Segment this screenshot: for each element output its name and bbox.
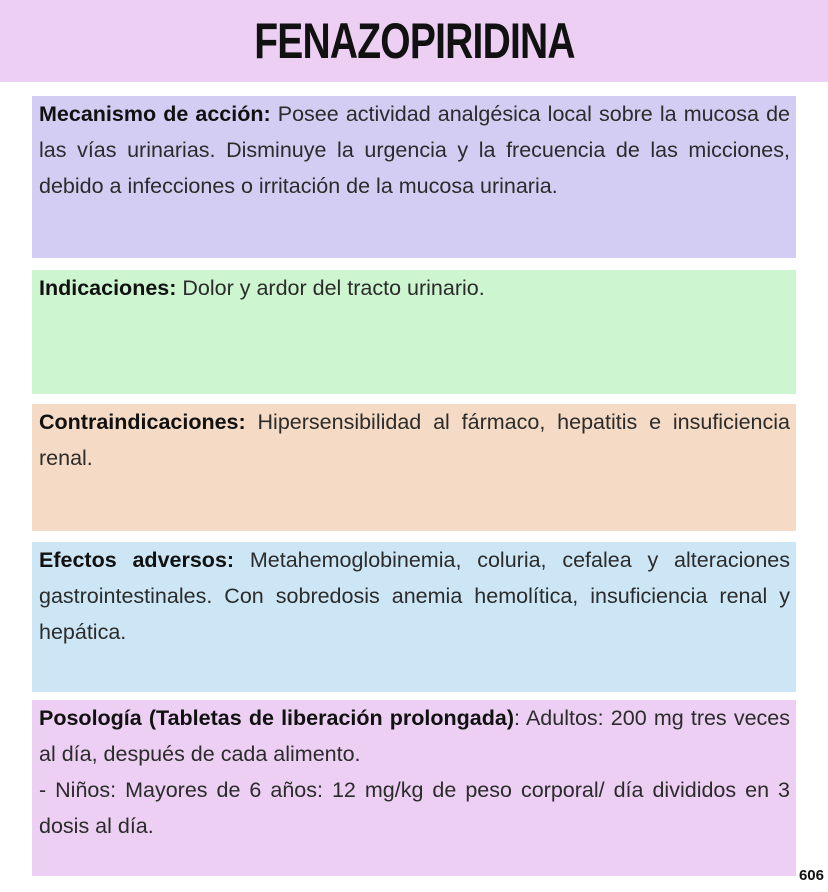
section-paragraph <box>39 96 790 204</box>
section-text: : Adultos: 200 mg tres veces al día, después de cada alimento. <box>39 706 791 766</box>
page-title: FENAZOPIRIDINA <box>253 13 575 69</box>
section-label: Efectos adversos: <box>39 548 235 572</box>
page-number: 606 <box>798 867 824 884</box>
section-contraindicaciones <box>32 404 796 531</box>
section-label: Posología (Tabletas de liberación prolongada) <box>39 706 515 730</box>
section-paragraph <box>39 542 790 650</box>
section-paragraph <box>39 700 790 772</box>
section-indicaciones <box>32 270 796 394</box>
section-label: Contraindicaciones: <box>39 410 246 434</box>
section-text: Dolor y ardor del tracto urinario. <box>176 276 485 300</box>
section-posologia <box>32 700 796 876</box>
section-text: Posee actividad analgésica local sobre la mucosa de las vías urinarias. Disminuye la urgencia y la frecuencia de las micciones, debido a infecciones o irritación de la mucosa urinaria. <box>39 102 790 198</box>
section-efectos-adversos <box>32 542 796 692</box>
section-text: Metahemoglobinemia, coluria, cefalea y alteraciones gastrointestinales. Con sobredosis anemia hemolítica, insuficiencia renal y hepática. <box>39 548 790 644</box>
section-label: Mecanismo de acción: <box>39 102 271 126</box>
section-paragraph-ninos: - Niños: Mayores de 6 años: 12 mg/kg de peso corporal/ día divididos en 3 dosis al día. <box>39 778 790 838</box>
title-banner <box>0 0 828 82</box>
section-mecanismo <box>32 96 796 258</box>
section-paragraph <box>39 270 790 306</box>
section-text: Hipersensibilidad al fármaco, hepatitis e insuficiencia renal. <box>39 410 790 470</box>
section-label: Indicaciones: <box>39 276 177 300</box>
section-paragraph <box>39 404 790 476</box>
